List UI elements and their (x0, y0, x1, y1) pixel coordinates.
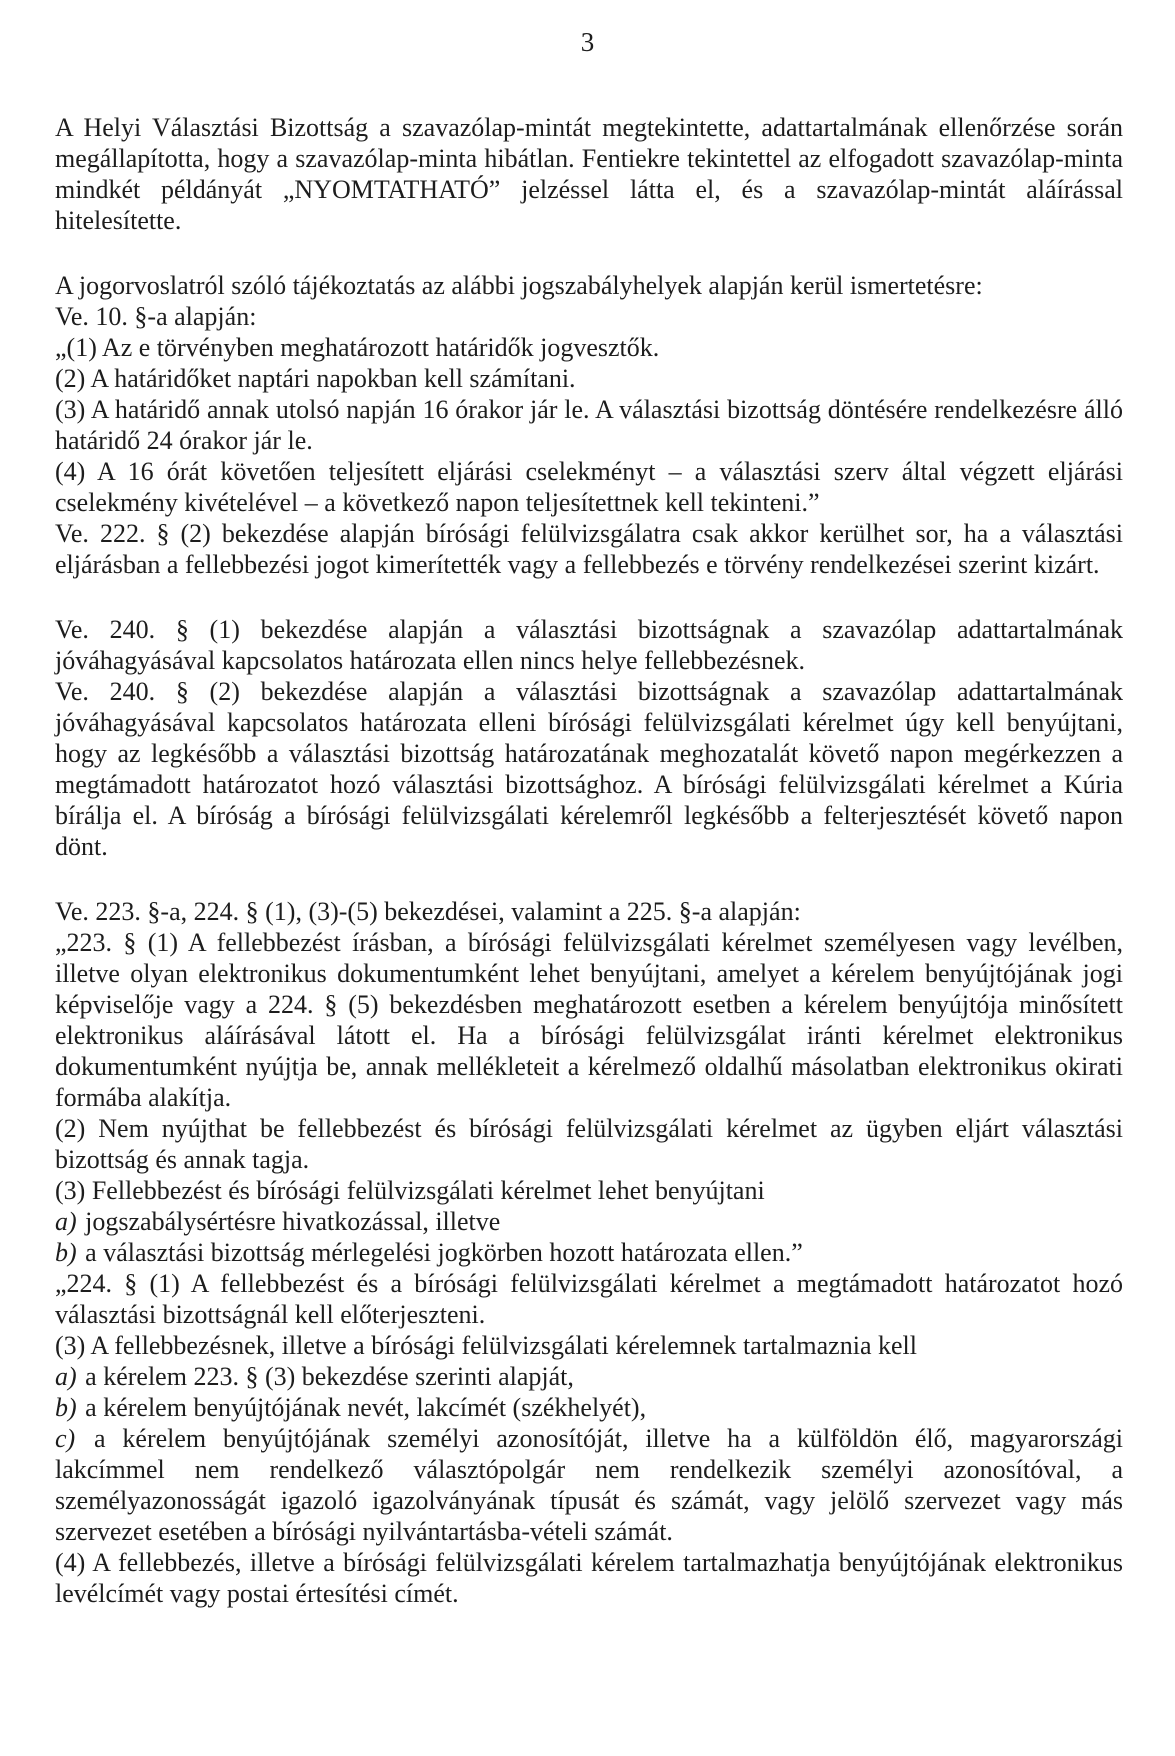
paragraph-text: A Helyi Választási Bizottság a szavazólap-mintát megtekintette, adattartalmának ellenőrzése során megállapította, hogy a szavazólap-minta hibátlan. Fentiekre tekintettel az elfogadott szavazólap-minta mindkét példányát „NYOMTATHATÓ” jelzéssel látta el, és a szavazólap-mintát aláírással hitelesítette. (55, 113, 1123, 235)
paragraph (55, 927, 1123, 1113)
paragraph-text: „224. § (1) A fellebbezést és a bírósági felülvizsgálati kérelmet a megtámadott határozatot hozó választási bizottságnál kell előterjeszteni. (55, 1269, 1123, 1329)
paragraph (55, 1113, 1123, 1175)
paragraph (55, 676, 1123, 862)
paragraph-lead: b) (55, 1238, 77, 1267)
paragraph-lead: b) (55, 1393, 77, 1422)
paragraph (55, 1330, 1123, 1361)
paragraph-text: a kérelem 223. § (3) bekezdése szerinti alapját, (78, 1362, 574, 1391)
page-number: 3 (580, 27, 595, 57)
document-body (55, 112, 1123, 1609)
paragraph-text: „(1) Az e törvényben meghatározott határidők jogvesztők. (55, 333, 660, 362)
paragraph (55, 1206, 1123, 1237)
paragraph (55, 614, 1123, 676)
paragraph (55, 1423, 1123, 1547)
paragraph-lead: c) (55, 1424, 76, 1453)
paragraph-text: „223. § (1) A fellebbezést írásban, a bírósági felülvizsgálati kérelmet személyesen vagy levélben, illetve olyan elektronikus dokumentumként lehet benyújtani, amelyet a kérelem benyújtójának jogi képviselője vagy a 224. § (5) bekezdésben meghatározott esetben a kérelem benyújtója minősített elektronikus aláírásával látott el. Ha a bírósági felülvizsgálat iránti kérelmet elektronikus dokumentumként nyújtja be, annak mellékleteit a kérelmező oldalhű másolatban elektronikus okirati formába alakítja. (55, 928, 1123, 1112)
paragraph-text: (2) Nem nyújthat be fellebbezést és bírósági felülvizsgálati kérelmet az ügyben eljárt választási bizottság és annak tagja. (55, 1114, 1123, 1174)
paragraph (55, 1361, 1123, 1392)
paragraph (55, 1268, 1123, 1330)
paragraph (55, 301, 1123, 332)
paragraph (55, 1392, 1123, 1423)
paragraph (55, 896, 1123, 927)
paragraph-text: jogszabálysértésre hivatkozással, illetve (78, 1207, 501, 1236)
paragraph-text: (3) A fellebbezésnek, illetve a bírósági felülvizsgálati kérelemnek tartalmaznia kell (55, 1331, 917, 1360)
paragraph-lead: a) (55, 1207, 77, 1236)
paragraph-text: (3) Fellebbezést és bírósági felülvizsgálati kérelmet lehet benyújtani (55, 1176, 765, 1205)
paragraph-text: Ve. 10. §-a alapján: (55, 302, 257, 331)
paragraph-text: A jogorvoslatról szóló tájékoztatás az alábbi jogszabályhelyek alapján kerül ismertetésre: (55, 271, 983, 300)
paragraph-text: Ve. 240. § (1) bekezdése alapján a választási bizottságnak a szavazólap adattartalmának jóváhagyásával kapcsolatos határozata ellen nincs helye fellebbezésnek. (55, 615, 1123, 675)
paragraph-text: (4) A 16 órát követően teljesített eljárási cselekményt – a választási szerv által végzett eljárási cselekmény kivételével – a következő napon teljesítettnek kell tekinteni.” (55, 457, 1123, 517)
paragraph-text: Ve. 222. § (2) bekezdése alapján bírósági felülvizsgálatra csak akkor kerülhet sor, ha a választási eljárásban a fellebbezési jogot kimerítették vagy a fellebbezés e törvény rendelkezései szerint kizárt. (55, 519, 1123, 579)
paragraph (55, 394, 1123, 456)
paragraph-text: a kérelem benyújtójának személyi azonosítóját, illetve ha a külföldön élő, magyarországi lakcímmel nem rendelkező választópolgár nem rendelkezik személyi azonosítóval, a személyazonosságát igazoló igazolványának típusát és számát, vagy jelölő szervezet vagy más szervezet esetében a bírósági nyilvántartásba-vételi számát. (55, 1424, 1123, 1546)
paragraph-text: (3) A határidő annak utolsó napján 16 órakor jár le. A választási bizottság döntésére rendelkezésre álló határidő 24 órakor jár le. (55, 395, 1123, 455)
paragraph (55, 456, 1123, 518)
paragraph (55, 332, 1123, 363)
paragraph (55, 1547, 1123, 1609)
paragraph (55, 518, 1123, 580)
paragraph (55, 270, 1123, 301)
paragraph (55, 363, 1123, 394)
paragraph-lead: a) (55, 1362, 77, 1391)
paragraph-text: (2) A határidőket naptári napokban kell számítani. (55, 364, 576, 393)
paragraph-text: Ve. 240. § (2) bekezdése alapján a választási bizottságnak a szavazólap adattartalmának jóváhagyásával kapcsolatos határozata elleni bírósági felülvizsgálati kérelmet úgy kell benyújtani, hogy az legkésőbb a választási bizottság határozatának meghozatalát követő napon megérkezzen a megtámadott határozatot hozó választási bizottsághoz. A bírósági felülvizsgálati kérelmet a Kúria bírálja el. A bíróság a bírósági felülvizsgálati kérelemről legkésőbb a felterjesztését követő napon dönt. (55, 677, 1123, 861)
paragraph (55, 1237, 1123, 1268)
paragraph-text: a választási bizottság mérlegelési jogkörben hozott határozata ellen.” (78, 1238, 803, 1267)
paragraph (55, 112, 1123, 236)
paragraph (55, 1175, 1123, 1206)
paragraph-text: (4) A fellebbezés, illetve a bírósági felülvizsgálati kérelem tartalmazhatja benyújtójának elektronikus levélcímét vagy postai értesítési címét. (55, 1548, 1123, 1608)
paragraph-text: Ve. 223. §-a, 224. § (1), (3)-(5) bekezdései, valamint a 225. §-a alapján: (55, 897, 801, 926)
paragraph-text: a kérelem benyújtójának nevét, lakcímét (székhelyét), (78, 1393, 647, 1422)
